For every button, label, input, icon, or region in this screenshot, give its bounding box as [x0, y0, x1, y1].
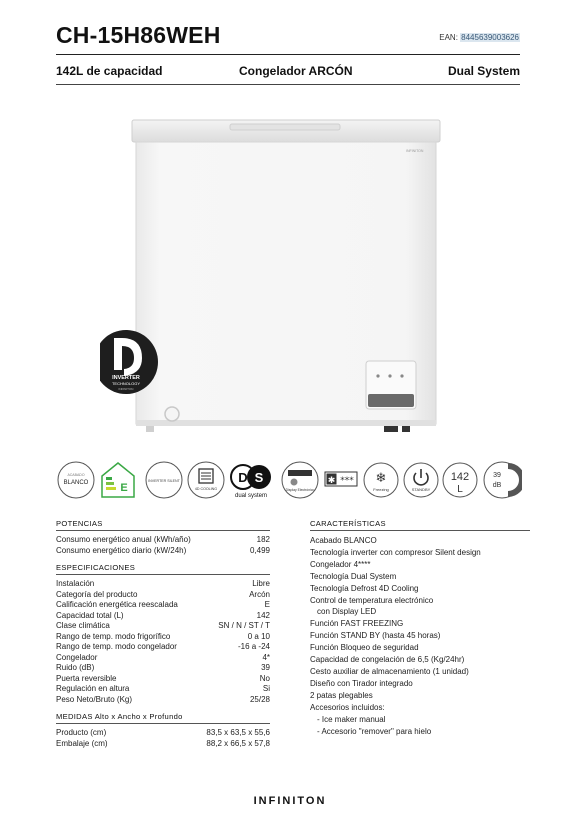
potencias-title: POTENCIAS [56, 519, 103, 528]
noise-icon-unit: dB [492, 482, 502, 489]
freezer-illustration [100, 108, 460, 438]
brand-logo: INFINITON [253, 795, 327, 807]
spec-row [56, 728, 270, 739]
acabado-blanco-icon [56, 460, 96, 500]
feature-item: Accesorios incluidos: [310, 702, 385, 712]
svg-text:❄: ❄ [375, 471, 387, 486]
potencias-list [56, 535, 270, 556]
feature-item: con Display LED [317, 607, 377, 617]
spec-row [56, 600, 270, 611]
feature-item: Acabado BLANCO [310, 536, 377, 545]
spec-row [56, 590, 270, 601]
spec-value: 4* [262, 652, 270, 662]
spec-value: -16 a -24 [237, 642, 270, 651]
spec-row [56, 632, 270, 643]
feature-item: Tecnología inverter con compresor Silent design [310, 547, 481, 557]
feature-item: Función STAND BY (hasta 45 horas) [310, 631, 441, 641]
spec-label: Calificación energética reescalada [56, 600, 178, 609]
spec-label: Ruido (dB) [56, 663, 95, 672]
capacity-icon [442, 460, 478, 500]
standby-label: STANDBY [411, 487, 431, 492]
caracteristicas-rule [310, 530, 530, 531]
inverter-silent-label: INVERTER SILENT [148, 479, 180, 483]
feature-item: 2 patas plegables [310, 690, 373, 700]
spec-label: Embalaje (cm) [56, 738, 108, 748]
spec-label: Peso Neto/Bruto (Kg) [56, 694, 133, 704]
ean-field [439, 33, 520, 42]
dual-system-label: dual system [234, 493, 268, 499]
feature-item: Tecnología Defrost 4D Cooling [310, 583, 419, 593]
spec-row [56, 621, 270, 632]
capacity-subtitle: 142L de capacidad [56, 64, 163, 78]
inverter-badge-line3: INFINITON [118, 387, 134, 391]
four-stars-label: *** [340, 476, 354, 486]
inverter-badge-line1: INVERTER [112, 375, 140, 381]
defrost-4d-icon [186, 460, 226, 500]
energy-class-label: E [120, 482, 128, 494]
dual-system-icon [228, 460, 274, 500]
spec-value: 0,499 [249, 545, 270, 555]
fast-freezing-label: Freezing [373, 487, 389, 492]
feature-item: Control de temperatura electrónico [310, 595, 434, 605]
defrost-4d-label: 4D COOLING [194, 487, 218, 491]
especificaciones-rule [56, 574, 270, 575]
feature-item: Tecnología Dual System [310, 571, 397, 581]
medidas-rule [56, 723, 270, 724]
spec-label: Regulación en altura [56, 684, 130, 693]
spec-value: Libre [252, 579, 270, 588]
svg-text:D: D [238, 470, 248, 485]
ean-code[interactable]: 8445639003626 [461, 33, 519, 42]
spec-value: Si [262, 684, 270, 693]
spec-label: Producto (cm) [56, 728, 107, 737]
caracteristicas-list [310, 535, 530, 737]
spec-label: Congelador [56, 652, 98, 662]
standby-icon [402, 460, 440, 500]
spec-value: 83,5 x 63,5 x 55,6 [206, 728, 270, 737]
feature-item: Congelador 4**** [310, 559, 371, 569]
feature-item: - Accesorio "remover" para hielo [317, 726, 432, 736]
model-title: CH-15H86WEH [56, 22, 221, 48]
feature-item: Diseño con Tirador integrado [310, 678, 413, 688]
category-subtitle: Congelador ARCÓN [239, 64, 353, 78]
spec-value: E [264, 600, 270, 609]
fast-freezing-icon [362, 460, 400, 500]
spec-row [56, 653, 270, 664]
spec-row [56, 695, 270, 706]
feature-item: Cesto auxiliar de almacenamiento (1 unidad) [310, 666, 469, 676]
spec-value: 142 [256, 610, 270, 620]
spec-value: 25/28 [249, 694, 270, 704]
noise-icon-value: 39 [493, 472, 501, 479]
svg-text:S: S [254, 470, 264, 485]
display-electronico-icon [280, 460, 320, 500]
capacity-icon-value: 142 [450, 471, 470, 483]
freezer-image [100, 108, 460, 438]
capacity-icon-unit: L [457, 484, 463, 495]
feature-item: Función FAST FREEZING [310, 619, 404, 629]
medidas-list [56, 728, 270, 749]
spec-row [56, 739, 270, 750]
acabado-blanco-label: BLANCO [63, 480, 89, 486]
especificaciones-title: ESPECIFICACIONES [56, 563, 136, 572]
spec-label: Rango de temp. modo congelador [56, 642, 177, 651]
feature-item: Capacidad de congelación de 6,5 (Kg/24hr) [310, 655, 465, 665]
system-subtitle: Dual System [447, 64, 520, 78]
spec-value: 88,2 x 66,5 x 57,8 [206, 738, 270, 748]
svg-text:✱: ✱ [327, 476, 336, 486]
inverter-silent-icon [144, 460, 184, 500]
spec-row [56, 663, 270, 674]
spec-label: Instalación [56, 579, 95, 588]
spec-label: Consumo energético anual (kWh/año) [56, 535, 191, 544]
specs-column [56, 518, 270, 749]
subtitle-rule [56, 84, 520, 85]
spec-value: No [259, 673, 270, 683]
spec-value: 0 a 10 [247, 631, 270, 641]
features-column [310, 518, 530, 737]
caracteristicas-title: CARACTERÍSTICAS [310, 519, 386, 528]
spec-label: Capacidad total (L) [56, 610, 124, 620]
inverter-badge-line2: TECHNOLOGY [111, 381, 141, 386]
feature-icons-row [56, 460, 522, 500]
spec-value: 182 [256, 535, 270, 544]
four-stars-icon [324, 460, 358, 500]
spec-label: Categoría del producto [56, 589, 138, 599]
medidas-title: MEDIDAS Alto x Ancho x Profundo [56, 712, 183, 721]
potencias-rule [56, 530, 270, 531]
spec-label: Puerta reversible [56, 673, 117, 683]
ean-label: EAN: [439, 33, 458, 42]
spec-row [56, 674, 270, 685]
spec-row [56, 684, 270, 695]
spec-value: Arcón [249, 589, 270, 599]
display-electronico-label: Display Electrónico [285, 488, 315, 492]
spec-row [56, 611, 270, 622]
energy-class-icon [98, 460, 138, 500]
product-brand-plate: INFINITON [406, 149, 424, 153]
spec-label: Consumo energético diario (kW/24h) [56, 545, 187, 555]
spec-row [56, 642, 270, 653]
spec-value: 39 [261, 663, 270, 672]
feature-item: Función Bloqueo de seguridad [310, 643, 419, 653]
acabado-blanco-top: ACABADO [67, 473, 85, 477]
spec-label: Rango de temp. modo frigorífico [56, 631, 171, 641]
spec-row [56, 535, 270, 546]
spec-row [56, 546, 270, 557]
spec-row [56, 579, 270, 590]
spec-label: Clase climática [56, 621, 110, 630]
feature-item: - Ice maker manual [317, 714, 386, 724]
spec-value: SN / N / ST / T [218, 621, 270, 630]
header-rule [56, 54, 520, 55]
noise-icon [482, 460, 522, 500]
especificaciones-list [56, 579, 270, 705]
